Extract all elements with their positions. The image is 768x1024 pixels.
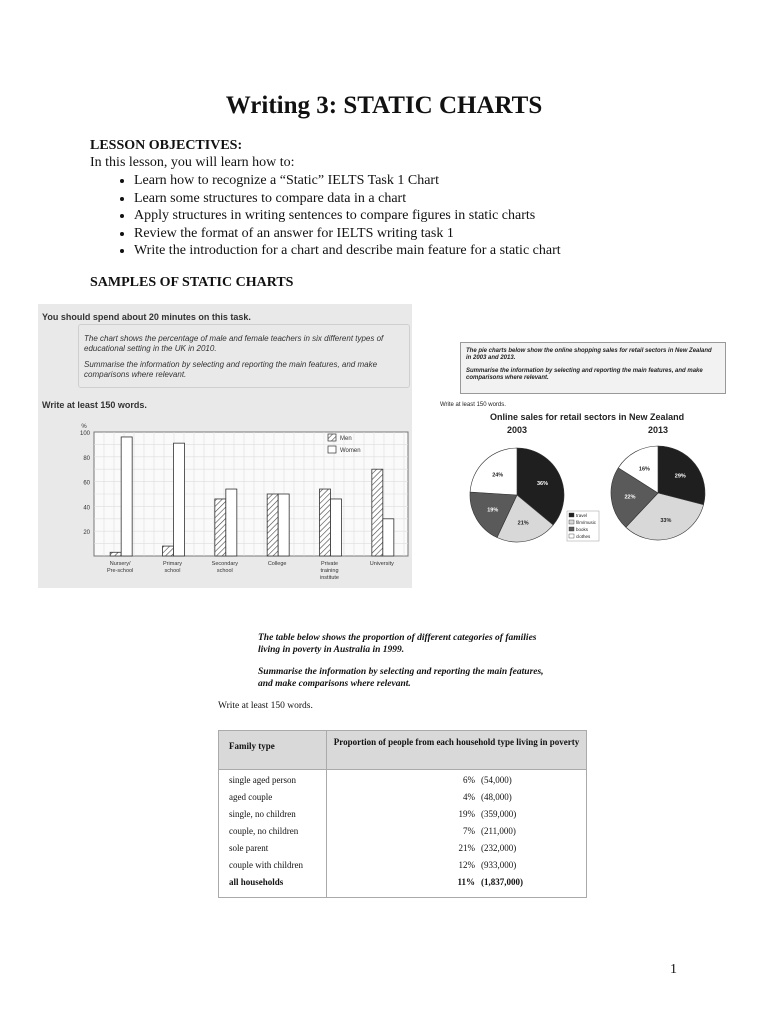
table-row <box>219 773 586 790</box>
bar-men <box>320 489 331 556</box>
row-family-type: couple, no children <box>229 826 299 836</box>
bar-men <box>267 494 278 556</box>
x-tick-label <box>163 561 182 574</box>
objectives-heading: LESSON OBJECTIVES: <box>90 138 243 153</box>
x-tick-label-line: Secondary <box>211 561 238 567</box>
legend-swatch <box>569 520 574 524</box>
x-tick-label-line: University <box>369 561 394 567</box>
table-header <box>219 731 586 770</box>
bar-task-prompt: The chart shows the percentage of male and female teachers in six different types of educational setting in the UK in 2010. <box>84 334 384 353</box>
bar-men <box>215 499 226 556</box>
table-header-family-type: Family type <box>229 741 275 751</box>
row-family-type: couple with children <box>229 860 303 870</box>
legend-swatch <box>569 534 574 538</box>
bar-women <box>121 437 132 556</box>
legend-label: books <box>576 527 589 532</box>
poverty-table <box>218 730 587 898</box>
pie-data-label: 16% <box>638 466 650 473</box>
pie-year-title: 2013 <box>647 425 669 435</box>
page-number: 1 <box>670 962 677 977</box>
pie-data-label: 19% <box>487 507 499 514</box>
table-row <box>219 807 586 824</box>
page-title: Writing 3: STATIC CHARTS <box>225 92 543 119</box>
y-tick-label: 80 <box>83 455 90 462</box>
bar-women <box>174 443 185 556</box>
objective-item: • Write the introduction for a chart and describe main feature for a static chart <box>134 242 654 260</box>
row-percent: 21% <box>458 843 475 853</box>
x-tick-label <box>212 561 239 574</box>
pie-chart-sample <box>440 338 730 560</box>
bar-men <box>110 552 121 556</box>
x-tick-label-line: school <box>164 568 181 574</box>
table-row <box>219 790 586 807</box>
bar-women <box>226 489 237 556</box>
row-percent: 11% <box>457 877 475 887</box>
table-task-instruction: Summarise the information by selecting and reporting the main features, and make comparisons where relevant. <box>258 667 544 689</box>
intro-text: In this lesson, you will learn how to: <box>90 155 295 170</box>
samples-heading: SAMPLES OF STATIC CHARTS <box>90 275 294 290</box>
table-header-proportion: Proportion of people from each household type living in poverty <box>333 737 580 747</box>
bar-men <box>372 469 383 556</box>
pie-data-label: 24% <box>492 472 504 479</box>
y-axis-label: % <box>81 424 87 430</box>
row-percent: 4% <box>463 792 475 802</box>
legend-label: clothes <box>576 534 591 539</box>
bar-men <box>163 546 174 556</box>
pie-data-label: 22% <box>624 494 636 501</box>
row-family-type: all households <box>229 877 284 887</box>
row-percent: 19% <box>458 809 475 819</box>
x-tick-label-line: Primary <box>163 561 182 567</box>
pie-data-label: 36% <box>537 480 549 487</box>
table-task-words: Write at least 150 words. <box>218 701 313 711</box>
y-tick-label: 100 <box>79 431 90 437</box>
x-tick-label-line: Nursery/ <box>109 561 131 567</box>
row-count: (232,000) <box>481 843 517 853</box>
row-percent: 7% <box>463 826 475 836</box>
y-tick-label: 20 <box>83 530 90 537</box>
x-tick-label-line: training <box>320 568 339 574</box>
pie-task-prompt: The pie charts below show the online shopping sales for retail sectors in New Zealand in 2003 and 2013. <box>466 348 712 361</box>
table-row-total <box>219 875 586 892</box>
legend-swatch <box>328 434 336 441</box>
x-tick-label-line: school <box>216 568 233 574</box>
legend-label: film/music <box>576 520 596 525</box>
bar-women <box>331 499 342 556</box>
pie-data-label: 21% <box>517 520 529 527</box>
row-family-type: single, no children <box>229 809 296 819</box>
pie-data-label: 29% <box>674 473 686 480</box>
bar-task-spend: You should spend about 20 minutes on this task. <box>42 312 251 322</box>
legend-swatch <box>569 527 574 531</box>
row-count: (211,000) <box>481 826 516 836</box>
pie-year-title: 2003 <box>506 425 528 435</box>
x-tick-label-line: Private <box>320 561 339 567</box>
row-count: (359,000) <box>481 809 517 819</box>
row-count: (933,000) <box>481 860 517 870</box>
bar-women <box>278 494 289 556</box>
table-row <box>219 841 586 858</box>
legend-swatch <box>569 513 574 517</box>
pie-task-words: Write at least 150 words. <box>440 402 506 408</box>
x-tick-label <box>320 561 339 581</box>
x-tick-label-line: Pre-school <box>107 568 134 574</box>
legend-swatch <box>328 446 336 453</box>
y-tick-label: 60 <box>83 480 90 487</box>
bar-women <box>383 519 394 556</box>
objective-item: • Apply structures in writing sentences to compare figures in static charts <box>134 207 654 225</box>
row-family-type: sole parent <box>229 843 269 853</box>
x-tick-label-line: College <box>267 561 287 567</box>
row-count: (48,000) <box>481 792 512 802</box>
legend-label: Men <box>340 436 352 442</box>
y-tick-label: 40 <box>83 505 90 512</box>
pie-charts <box>440 338 730 560</box>
bar-chart <box>38 304 412 588</box>
legend-label: travel <box>576 513 588 518</box>
row-count: (54,000) <box>481 775 512 785</box>
objective-item: • Learn some structures to compare data in a chart <box>134 190 654 208</box>
pie-data-label: 33% <box>660 518 672 525</box>
bar-chart-sample <box>38 304 412 588</box>
x-tick-label-line: institute <box>320 575 339 581</box>
pie-task-instruction: Summarise the information by selecting and reporting the main features, and make comparisons where relevant. <box>466 368 703 381</box>
table-task-prompt: The table below shows the proportion of different categories of families living in poverty in Australia in 1999. <box>258 633 537 655</box>
objectives-list <box>90 172 654 260</box>
row-percent: 12% <box>458 860 475 870</box>
row-percent: 6% <box>463 775 475 785</box>
bar-task-words: Write at least 150 words. <box>42 400 147 410</box>
table-row <box>219 858 586 875</box>
row-family-type: aged couple <box>229 792 273 802</box>
row-family-type: single aged person <box>229 775 296 785</box>
objective-item: • Review the format of an answer for IELTS writing task 1 <box>134 225 654 243</box>
x-tick-label <box>268 561 287 567</box>
row-count: (1,837,000) <box>481 877 523 887</box>
x-tick-label <box>107 561 133 574</box>
legend-label: Women <box>340 448 361 454</box>
objective-item: • Learn how to recognize a “Static” IELTS Task 1 Chart <box>134 172 654 190</box>
bar-task-instruction: Summarise the information by selecting and reporting the main features, and make comparisons where relevant. <box>84 360 378 379</box>
table-row <box>219 824 586 841</box>
x-tick-label <box>370 561 394 567</box>
pie-chart-title: Online sales for retail sectors in New Zealand <box>490 412 685 422</box>
